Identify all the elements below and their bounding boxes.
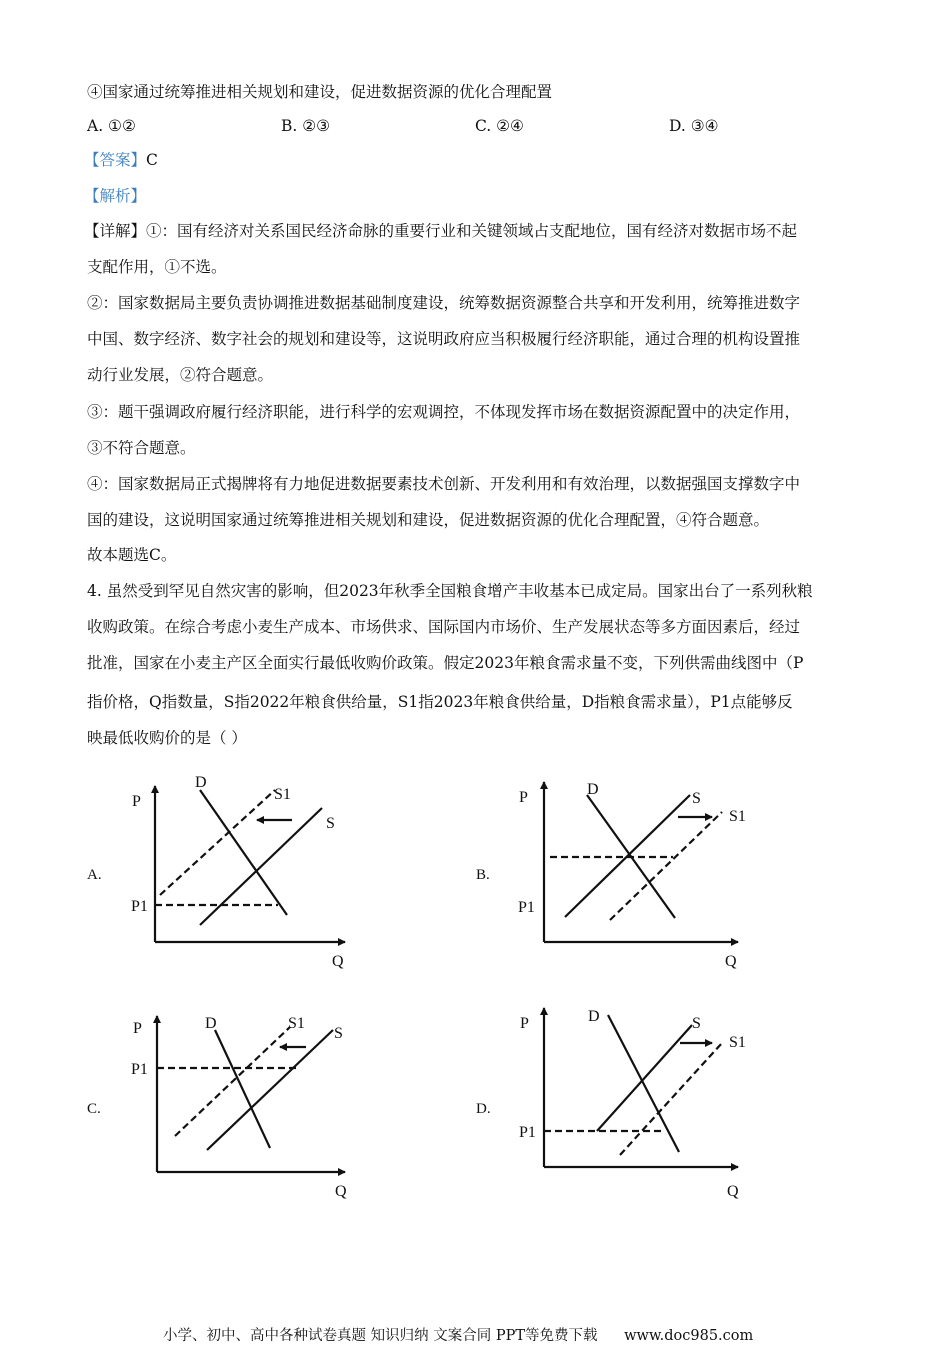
supply-s-curve (565, 795, 690, 917)
analysis-label: 【解析】 (84, 187, 147, 205)
answer-value: C (146, 151, 158, 169)
detail-line: 支配作用，①不选。 (87, 258, 227, 276)
option-a: A. ①② (87, 117, 136, 135)
supply-s-curve (207, 1030, 333, 1150)
graph-a (155, 786, 345, 942)
demand-curve (587, 795, 675, 918)
detail-line: ④：国家数据局正式揭牌将有力地促进数据要素技术创新、开发利用和有效治理，以数据强国支撑数字中 (87, 475, 801, 493)
question-4-line: 4. 虽然受到罕见自然灾害的影响，但2023年秋季全国粮食增产丰收基本已成定局。国家出台了一系列秋粮 (87, 582, 813, 600)
p1-label: P1 (518, 899, 535, 916)
s1-label: S1 (729, 1034, 746, 1051)
detail-label: 【详解】 (84, 222, 147, 240)
detail-line: ③不符合题意。 (87, 439, 196, 457)
supply-s1-curve (620, 1043, 722, 1155)
question-4-line: 收购政策。在综合考虑小麦生产成本、市场供求、国际国内市场价、生产发展状态等多方面因素后，经过 (87, 618, 801, 636)
supply-s-curve (200, 808, 322, 925)
answer-label: 【答案】 (84, 151, 147, 169)
q-label: Q (332, 953, 344, 970)
supply-s1-curve (160, 790, 275, 895)
graph-option-label: A. (87, 867, 102, 883)
q-label: Q (725, 953, 737, 970)
detail-line: 动行业发展，②符合题意。 (87, 366, 274, 384)
question-4-line: 映最低收购价的是（ ） (87, 729, 247, 747)
p1-label: P1 (131, 1061, 148, 1078)
s-label: S (326, 815, 335, 832)
question-4-line: 指价格，Q指数量，S指2022年粮食供给量，S1指2023年粮食供给量，D指粮食需求量），P1点能够反 (87, 693, 793, 711)
footer-url[interactable]: www.doc985.com (624, 1328, 754, 1344)
graph-option-label: B. (476, 867, 490, 883)
s-label: S (692, 790, 701, 807)
detail-line: ③：题干强调政府履行经济职能，进行科学的宏观调控，不体现发挥市场在数据资源配置中的决定作用， (87, 403, 801, 421)
supply-s1-curve (610, 812, 722, 920)
answer-line (84, 150, 158, 170)
detail-line: 故本题选C。 (87, 546, 177, 564)
option-c: C. ②④ (475, 117, 524, 135)
d-label: D (195, 774, 207, 791)
statement-4: ④国家通过统筹推进相关规划和建设，促进数据资源的优化合理配置 (87, 83, 553, 101)
p1-label: P1 (519, 1124, 536, 1141)
demand-curve (200, 790, 287, 915)
graph-b (544, 782, 738, 942)
d-label: D (205, 1015, 217, 1032)
detail-line: ②：国家数据局主要负责协调推进数据基础制度建设，统筹数据资源整合共享和开发利用，统筹推进数字 (87, 294, 801, 312)
p-label: P (519, 789, 528, 806)
p-label: P (133, 1020, 142, 1037)
s1-label: S1 (729, 808, 746, 825)
option-b: B. ②③ (281, 117, 331, 135)
footer (163, 1324, 757, 1345)
detail-line (84, 221, 797, 241)
graph-option-label: C. (87, 1101, 101, 1117)
detail-line: 国的建设，这说明国家通过统筹推进相关规划和建设，促进数据资源的优化合理配置，④符合题意。 (87, 511, 770, 529)
s1-label: S1 (288, 1015, 305, 1032)
detail-text: ①：国有经济对关系国民经济命脉的重要行业和关键领域占支配地位，国有经济对数据市场不起 (146, 222, 798, 240)
question-4-line: 批准，国家在小麦主产区全面实行最低收购价政策。假定2023年粮食需求量不变，下列供需曲线图中（P (87, 654, 804, 672)
s1-label: S1 (274, 786, 291, 803)
supply-s1-curve (175, 1027, 290, 1136)
detail-line: 中国、数字经济、数字社会的规划和建设等，这说明政府应当积极履行经济职能，通过合理的机构设置推 (87, 330, 801, 348)
d-label: D (588, 1008, 600, 1025)
p1-label: P1 (131, 898, 148, 915)
graph-c (157, 1016, 345, 1172)
demand-curve (608, 1015, 679, 1152)
option-d: D. ③④ (669, 117, 719, 135)
p-label: P (132, 793, 141, 810)
footer-text: 小学、初中、高中各种试卷真题 知识归纳 文案合同 PPT等免费下载 (163, 1328, 598, 1344)
supply-s-curve (597, 1025, 692, 1131)
demand-curve (215, 1030, 270, 1148)
d-label: D (587, 781, 599, 798)
q-label: Q (727, 1183, 739, 1200)
graph-d (544, 1008, 738, 1167)
p-label: P (520, 1015, 529, 1032)
s-label: S (334, 1025, 343, 1042)
q-label: Q (335, 1183, 347, 1200)
graph-option-label: D. (476, 1101, 491, 1117)
s-label: S (692, 1015, 701, 1032)
